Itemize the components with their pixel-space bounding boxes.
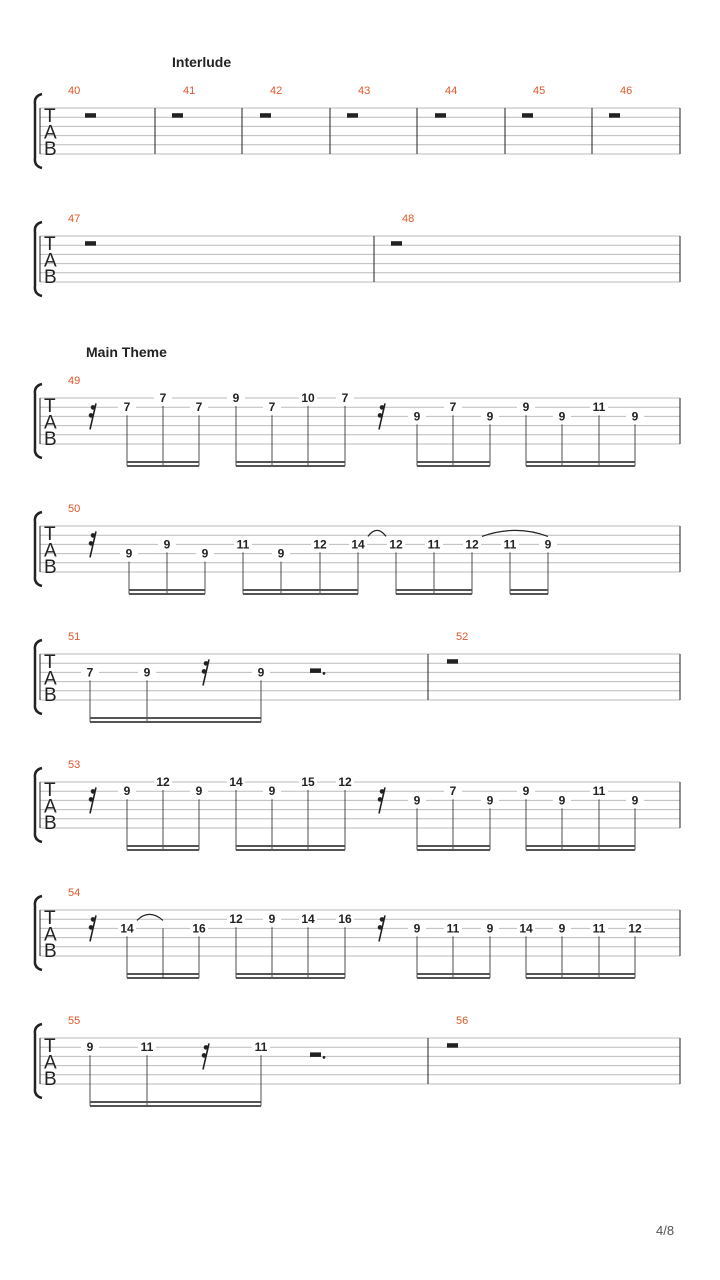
tab-clef-letter: T <box>44 396 56 417</box>
fret-number: 7 <box>268 400 276 415</box>
tab-clef-letter: T <box>44 1036 56 1057</box>
fret-number: 11 <box>446 921 460 936</box>
measure-number: 43 <box>358 85 371 97</box>
sixteenth-rest-flag <box>202 669 207 674</box>
fret-number: 9 <box>143 665 151 680</box>
tab-clef-letter: A <box>44 1052 57 1074</box>
tab-clef-letter: A <box>44 668 57 690</box>
fret-number: 9 <box>522 784 530 799</box>
fret-number: 11 <box>140 1040 154 1055</box>
sixteenth-rest-flag <box>91 533 96 538</box>
sixteenth-rest-flag <box>378 925 383 930</box>
fret-number: 7 <box>341 391 349 405</box>
fret-number: 9 <box>558 409 566 424</box>
fret-number: 10 <box>301 391 315 405</box>
tab-clef-letter: B <box>44 813 57 834</box>
measure-number: 44 <box>445 85 458 97</box>
system-bracket <box>35 512 42 586</box>
fret-number: 9 <box>195 784 203 799</box>
half-rest <box>435 113 446 118</box>
tab-clef-letter: T <box>44 524 56 545</box>
fret-number: 9 <box>631 409 639 424</box>
system-bracket <box>35 768 42 842</box>
measure-number: 45 <box>533 85 546 97</box>
sixteenth-rest-flag <box>202 1053 207 1058</box>
fret-number: 7 <box>195 400 203 415</box>
tab-clef-letter: A <box>44 924 57 946</box>
fret-number: 9 <box>413 793 421 808</box>
fret-number: 12 <box>389 537 403 552</box>
fret-number: 9 <box>413 921 421 936</box>
sixteenth-rest-flag <box>378 797 383 802</box>
fret-number: 9 <box>558 793 566 808</box>
fret-number: 9 <box>631 793 639 808</box>
measure-number: 40 <box>68 85 81 97</box>
fret-number: 7 <box>449 784 457 799</box>
measure-number: 47 <box>68 213 81 225</box>
fret-number: 9 <box>268 784 276 799</box>
fret-number: 14 <box>351 537 365 552</box>
tab-system <box>35 213 680 296</box>
fret-number: 12 <box>229 912 243 927</box>
tab-clef-letter: B <box>44 429 57 450</box>
tab-system <box>35 503 680 594</box>
fret-number: 14 <box>120 921 134 936</box>
half-rest <box>85 113 96 118</box>
tab-clef-letter: T <box>44 652 56 673</box>
systems-layer <box>35 85 680 1106</box>
fret-number: 11 <box>236 537 250 552</box>
tab-system <box>35 631 680 722</box>
fret-number: 9 <box>486 409 494 424</box>
sixteenth-rest-flag <box>91 917 96 922</box>
fret-number: 14 <box>301 912 315 927</box>
tab-clef-letter: B <box>44 1069 57 1090</box>
fret-number: 12 <box>156 775 170 789</box>
tab-clef-letter: T <box>44 106 56 127</box>
half-rest <box>172 113 183 118</box>
half-rest <box>522 113 533 118</box>
measure-number: 53 <box>68 759 81 771</box>
tab-clef-letter: B <box>44 557 57 578</box>
system-bracket <box>35 384 42 458</box>
tab-clef-letter: A <box>44 540 57 562</box>
measure-number: 55 <box>68 1015 81 1027</box>
half-rest <box>447 659 458 664</box>
half-rest <box>85 241 96 246</box>
half-rest <box>347 113 358 118</box>
fret-number: 9 <box>86 1040 94 1055</box>
sixteenth-rest-flag <box>204 661 209 666</box>
fret-number: 9 <box>486 793 494 808</box>
system-bracket <box>35 896 42 970</box>
fret-number: 9 <box>268 912 276 927</box>
tab-system <box>35 375 680 466</box>
fret-number: 9 <box>125 546 133 561</box>
sixteenth-rest-flag <box>91 789 96 794</box>
tab-clef-letter: T <box>44 908 56 929</box>
sixteenth-rest-flag <box>89 541 94 546</box>
tab-clef-letter: A <box>44 122 57 144</box>
sixteenth-rest-flag <box>380 405 385 410</box>
half-rest <box>447 1043 458 1048</box>
sixteenth-rest-flag <box>89 797 94 802</box>
half-rest <box>310 668 321 673</box>
fret-number: 9 <box>123 784 131 799</box>
system-bracket <box>35 1024 42 1098</box>
sixteenth-rest-flag <box>91 405 96 410</box>
fret-number: 11 <box>427 537 441 552</box>
tab-clef-letter: A <box>44 796 57 818</box>
measure-number: 41 <box>183 85 196 97</box>
rest-dot <box>323 1056 326 1059</box>
tab-clef-letter: B <box>44 941 57 962</box>
fret-number: 7 <box>123 400 131 415</box>
measure-number: 49 <box>68 375 81 387</box>
fret-number: 11 <box>254 1040 268 1055</box>
fret-number: 9 <box>558 921 566 936</box>
fret-number: 12 <box>313 537 327 552</box>
fret-number: 7 <box>159 391 167 405</box>
sixteenth-rest-flag <box>89 925 94 930</box>
fret-number: 11 <box>592 400 606 415</box>
system-bracket <box>35 640 42 714</box>
rest-dot <box>323 672 326 675</box>
system-bracket <box>35 222 42 296</box>
tab-clef-letter: A <box>44 412 57 434</box>
sixteenth-rest-flag <box>380 789 385 794</box>
measure-number: 48 <box>402 213 415 225</box>
sixteenth-rest-flag <box>380 917 385 922</box>
tab-clef-letter: B <box>44 267 57 288</box>
fret-number: 11 <box>592 921 606 936</box>
tab-system <box>35 759 680 850</box>
fret-number: 14 <box>229 775 243 789</box>
tab-clef-letter: T <box>44 780 56 801</box>
measure-number: 42 <box>270 85 283 97</box>
measure-number: 46 <box>620 85 633 97</box>
fret-number: 12 <box>465 537 479 552</box>
fret-number: 9 <box>413 409 421 424</box>
fret-number: 15 <box>301 775 315 789</box>
tab-system <box>35 85 680 168</box>
measure-number: 52 <box>456 631 469 643</box>
measure-number: 54 <box>68 887 81 899</box>
fret-number: 12 <box>338 775 352 789</box>
system-bracket <box>35 94 42 168</box>
page-number: 4/8 <box>656 1223 675 1238</box>
tab-clef-letter: T <box>44 234 56 255</box>
tab-system <box>35 887 680 978</box>
half-rest <box>391 241 402 246</box>
fret-number: 16 <box>338 912 352 927</box>
fret-number: 9 <box>544 537 552 552</box>
measure-number: 51 <box>68 631 81 643</box>
half-rest <box>310 1052 321 1057</box>
fret-number: 7 <box>86 665 94 680</box>
half-rest <box>609 113 620 118</box>
measure-number: 56 <box>456 1015 469 1027</box>
section-title-main-theme: Main Theme <box>86 344 167 360</box>
fret-number: 16 <box>192 921 206 936</box>
fret-number: 9 <box>201 546 209 561</box>
fret-number: 11 <box>592 784 606 799</box>
half-rest <box>260 113 271 118</box>
section-title-interlude: Interlude <box>172 54 232 70</box>
tab-clef-letter: A <box>44 250 57 272</box>
sixteenth-rest-flag <box>89 413 94 418</box>
fret-number: 9 <box>277 546 285 561</box>
fret-number: 12 <box>628 921 642 936</box>
sixteenth-rest-flag <box>378 413 383 418</box>
sixteenth-rest-flag <box>204 1045 209 1050</box>
fret-number: 11 <box>503 537 517 552</box>
fret-number: 9 <box>522 400 530 415</box>
tab-clef-letter: B <box>44 139 57 160</box>
measure-number: 50 <box>68 503 81 515</box>
tab-system <box>35 1015 680 1106</box>
fret-number: 9 <box>163 537 171 552</box>
fret-number: 9 <box>232 391 240 405</box>
fret-number: 7 <box>449 400 457 415</box>
fret-number: 14 <box>519 921 533 936</box>
tab-clef-letter: B <box>44 685 57 706</box>
fret-number: 9 <box>257 665 265 680</box>
fret-number: 9 <box>486 921 494 936</box>
